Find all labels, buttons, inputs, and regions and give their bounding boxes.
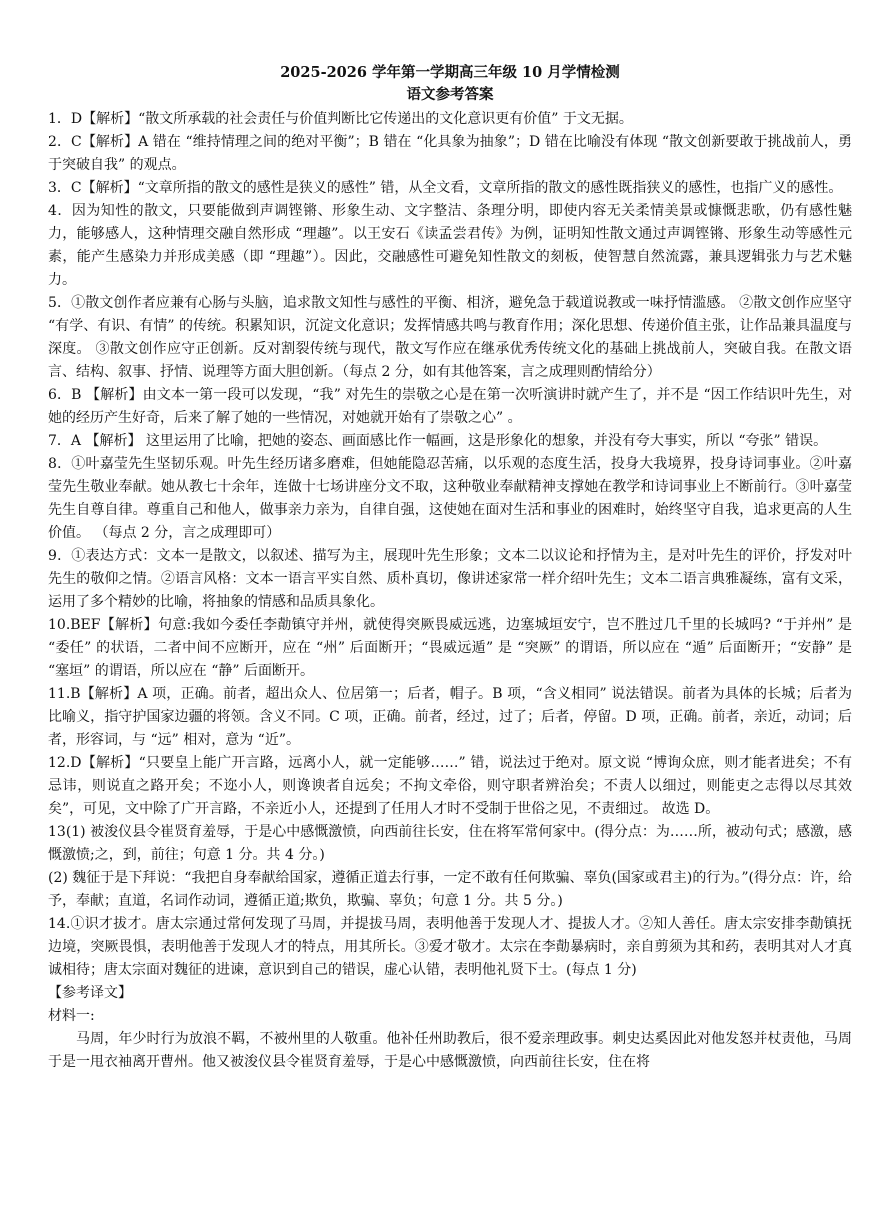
- document-title: 2025-2026 学年第一学期高三年级 10 月学情检测: [280, 64, 620, 81]
- answer-9: 9．①表达方式：文本一是散文，以叙述、描写为主，展现叶先生形象；文本二以议论和抒情为主，是对叶先生的评价，抒发对叶先生的敬仰之情。②语言风格：文本一语言平实自然、质朴真切，像讲述家常一样介绍叶先生；文本二语言典雅凝练，富有文采，运用了多个精妙的比喻，将抽象的情感和品质具象化。: [48, 548, 852, 610]
- answer-list: [48, 108, 852, 982]
- answer-6: 6．B 【解析】由文本一第一段可以发现，“我” 对先生的崇敬之心是在第一次听演讲时就产生了，并不是 “因工作结识叶先生，对她的经历产生好奇，后来了解了她的一些情况，对她就开始有了崇敬之心” 。: [48, 387, 852, 426]
- answer-11: 11.B【解析】A 项，正确。前者，超出众人、位居第一；后者，帽子。B 项，“含义相同” 说法错误。前者为具体的长城；后者为比喻义，指守护国家边疆的将领。含义不同。C 项，正确。前者，经过，过了；后者，停留。D 项，正确。前者，亲近，动词；后者，形容词，与 “远” 相对，意为 “近”。: [48, 686, 852, 748]
- answer-4: 4．因为知性的散文，只要能做到声调铿锵、形象生动、文字整洁、条理分明，即使内容无关柔情美景或慷慨悲歌，仍有感性魅力，能够感人，这种情理交融自然形成 “理趣”。以王安石《读孟尝君传》为例，证明知性散文通过声调铿锵、形象生动等感性元素，能产生感染力并形成美感（即 “理趣”）。因此，交融感性可避免知性散文的刻板，使智慧自然流露，兼具逻辑张力与艺术魅力。: [48, 203, 852, 288]
- answer-13-2: (2) 魏征于是下拜说：“我把自身奉献给国家，遵循正道去行事，一定不敢有任何欺骗、辜负(国家或君主)的行为。”(得分点：许，给予，奉献；直道，名词作动词，遵循正道;欺负，欺骗、辜负；句意 1 分。共 5 分。): [48, 870, 852, 909]
- translation-heading: 【参考译文】: [48, 985, 132, 1001]
- answer-14: 14.①识才拔才。唐太宗通过常何发现了马周，并提拔马周，表明他善于发现人才、提拔人才。②知人善任。唐太宗安排李勣镇抚边境，突厥畏惧，表明他善于发现人才的特点，用其所长。③爱才敬才。太宗在李勣暴病时，亲自剪须为其和药，表明其对人才真诚相待；唐太宗面对魏征的进谏，意识到自己的错误，虚心认错，表明他礼贤下士。(每点 1 分): [48, 916, 852, 978]
- answer-1: 1．D【解析】“散文所承载的社会责任与价值判断比它传递出的文化意识更有价值” 于文无据。: [48, 111, 633, 127]
- answer-8: 8．①叶嘉莹先生坚韧乐观。叶先生经历诸多磨难，但她能隐忍苦痛，以乐观的态度生活，投身大我境界，投身诗词事业。②叶嘉莹先生敬业奉献。她从教七十余年，连做十七场讲座分文不取，这种敬业奉献精神支撑她在教学和诗词事业上不断前行。③叶嘉莹先生自尊自律。尊重自己和他人，做事亲力亲为，自律自强，这使她在面对生活和事业的困难时，始终坚守自我，追求更高的人生价值。 （每点 2 分，言之成理即可）: [48, 456, 852, 541]
- answer-12: 12.D【解析】“只要皇上能广开言路，远离小人，就一定能够……” 错，说法过于绝对。原文说 “博询众庶，则才能者进矣；不有忌讳，则说直之路开矣；不迩小人，则谗谀者自远矣；不拘文牵俗，则守职者辨治矣；不责人以细过，则能吏之志得以尽其效矣”，可见，文中除了广开言路，不亲近小人，还提到了任用人才时不受制于世俗之见，不责细过。 故选 D。: [48, 755, 852, 817]
- answer-10: 10.BEF【解析】句意:我如今委任李勣镇守并州，就使得突厥畏威远逃，边塞城垣安宁，岂不胜过几千里的长城吗? “于并州” 是 “委任” 的状语，二者中间不应断开，应在 “州” 后面断开；“畏威远遁” 是 “突厥” 的谓语，所以应在 “遁” 后面断开；“安静” 是 “塞垣” 的谓语，所以应在 “静” 后面断开。: [48, 617, 852, 679]
- document-subtitle: 语文参考答案: [406, 86, 494, 103]
- answer-5: 5．①散文创作者应兼有心肠与头脑，追求散文知性与感性的平衡、相济，避免急于载道说教或一味抒情滥感。 ②散文创作应坚守 “有学、有识、有情” 的传统。积累知识，沉淀文化意识；发挥情感共鸣与教育作用；深化思想、传递价值主张，让作品兼具温度与深度。 ③散文创作应守正创新。反对割裂传统与现代，散文写作应在继承优秀传统文化的基础上挑战前人，突破自我。在散文语言、结构、叙事、抒情、说理等方面大胆创新。（每点 2 分，如有其他答案，言之成理则酌情给分）: [48, 295, 852, 380]
- answer-13-1: 13(1) 被浚仪县令崔贤育羞辱，于是心中感慨激愤，向西前往长安，住在将军常何家中。(得分点：为……所，被动句式；感激，感慨激愤;之，到，前往；句意 1 分。共 4 分。): [48, 824, 852, 863]
- answer-3: 3．C【解析】“文章所指的散文的感性是狭义的感性” 错，从全文看，文章所指的散文的感性既指狭义的感性，也指广义的感性。: [48, 180, 843, 196]
- answer-7: 7．A 【解析】 这里运用了比喻，把她的姿态、画面感比作一幅画，这是形象化的想象，并没有夸大事实，所以 “夸张” 错误。: [48, 433, 828, 449]
- material-label: 材料一:: [48, 1008, 95, 1024]
- translation-paragraph: 马周，年少时行为放浪不羁，不被州里的人敬重。他补任州助教后，很不爱亲理政事。刺史达奚因此对他发怒并杖责他，马周于是一甩衣袖离开曹州。他又被浚仪县令崔贤育羞辱，于是心中感慨激愤，向西前往长安，住在将: [48, 1031, 852, 1070]
- answer-2: 2．C【解析】A 错在 “维持情理之间的绝对平衡”；B 错在 “化具象为抽象”；D 错在比喻没有体现 “散文创新要敢于挑战前人，勇于突破自我” 的观点。: [48, 134, 852, 173]
